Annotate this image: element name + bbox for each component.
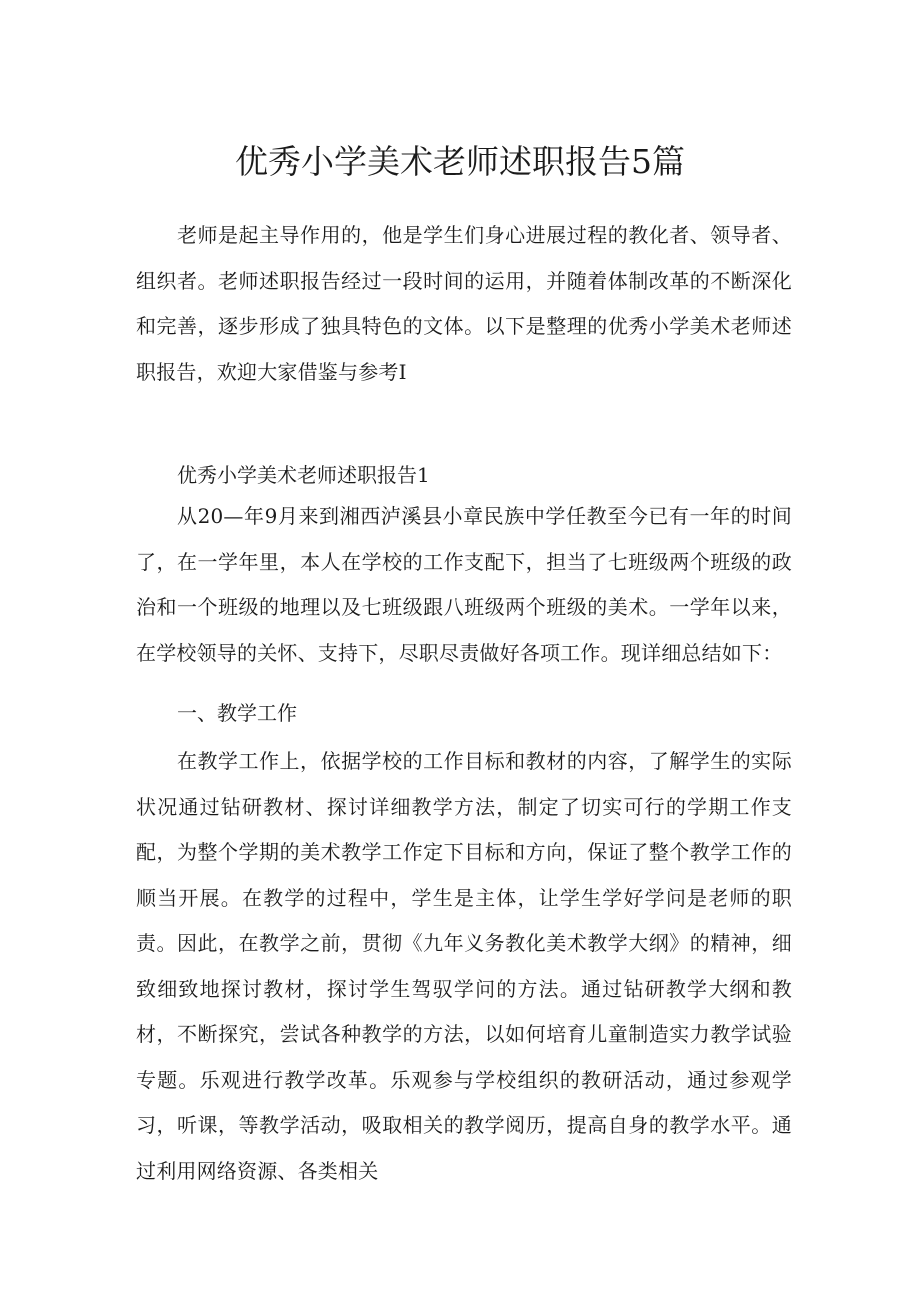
intro-paragraph: 老师是起主导作用的，他是学生们身心进展过程的教化者、领导者、组织者。老师述职报告经过一段时间的运用，并随着体制改革的不断深化和完善，逐步形成了独具特色的文体。以下是整理的优秀小学美术老师述职报告，欢迎大家借鉴与参考I: [136, 223, 792, 384]
section-teaching-paragraph: 在教学工作上，依据学校的工作目标和教材的内容，了解学生的实际状况通过钻研教材、探讨详细教学方法，制定了切实可行的学期工作支配，为整个学期的美术教学工作定下目标和方向，保证了整个教学工作的顺当开展。在教学的过程中，学生是主体，让学生学好学问是老师的职责。因此，在教学之前，贯彻《九年义务教化美术教学大纲》的精神，细致细致地探讨教材，探讨学生驾驭学问的方法。通过钻研教学大纲和教材，不断探究，尝试各种教学的方法，以如何培育儿童制造实力教学试验专题。乐观进行教学改革。乐观参与学校组织的教研活动，通过参观学习，听课，等教学活动，吸取相关的教学阅历，提高自身的教学水平。通过利用网络资源、各类相关: [136, 749, 792, 1183]
section-teaching-heading: 一、教学工作: [177, 701, 297, 725]
report-1-opening-paragraph: 从20—年9月来到湘西泸溪县小章民族中学任教至今已有一年的时间了，在一学年里，本人在学校的工作支配下，担当了七班级两个班级的政治和一个班级的地理以及七班级跟八班级两个班级的美术。一学年以来，在学校领导的关怀、支持下，尽职尽责做好各项工作。现详细总结如下：: [136, 504, 792, 665]
document-title: 优秀小学美术老师述职报告5篇: [235, 142, 685, 181]
report-1-heading: 优秀小学美术老师述职报告1: [177, 463, 430, 487]
